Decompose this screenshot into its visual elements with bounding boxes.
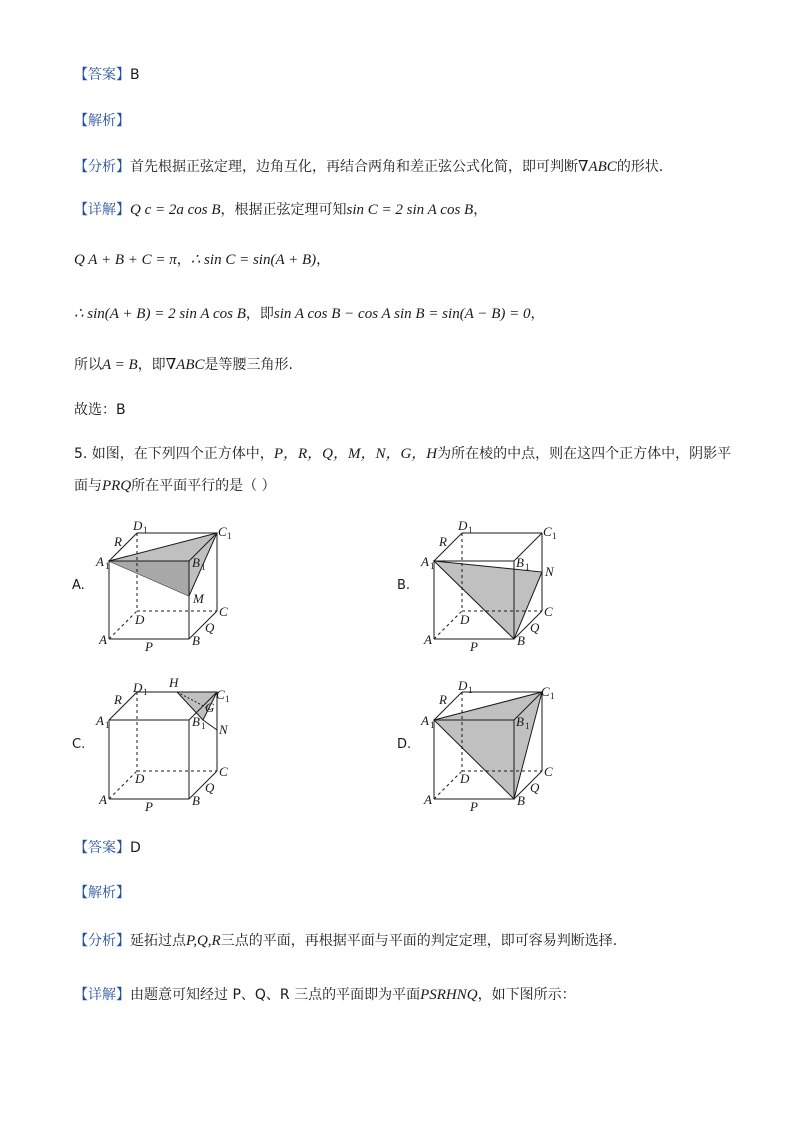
q5-text-a: 5. 如图，在下列四个正方体中， — [74, 446, 274, 462]
label-b1: B — [192, 714, 200, 729]
label-b: B — [517, 633, 525, 648]
label-d1: D — [458, 518, 468, 533]
label-b: B — [192, 793, 200, 808]
formula: ∴ sin(A + B) = 2 sin A cos B — [74, 306, 246, 322]
choose-text: 故选：B — [74, 402, 126, 418]
label-d: D — [460, 771, 470, 786]
label-d: D — [135, 612, 145, 627]
label-b: B — [517, 793, 525, 808]
text: 是等腰三角形. — [204, 357, 293, 373]
label-d: D — [460, 612, 470, 627]
sub-1: 1 — [201, 562, 206, 572]
text: ，即 — [245, 306, 274, 322]
analysis-tag: 【解析】 — [74, 885, 130, 901]
q5-var-prq: PRQ — [102, 478, 132, 494]
xiangjie-tag: 【详解】 — [74, 987, 130, 1003]
sub-1: 1 — [525, 562, 530, 572]
xiangjie-tag: 【详解】 — [74, 202, 130, 218]
label-a1: A — [96, 554, 104, 569]
label-c: C — [219, 764, 228, 779]
label-q: Q — [205, 780, 215, 795]
sub-1: 1 — [105, 561, 110, 571]
analysis-tag: 【解析】 — [74, 113, 130, 129]
label-c1: C — [543, 524, 552, 539]
text: 延拓过点 — [130, 933, 186, 949]
label-q: Q — [530, 780, 540, 795]
option-c-label: C. — [72, 737, 86, 752]
label-n: N — [219, 722, 228, 737]
label-p: P — [145, 639, 153, 654]
formula: sin C = 2 sin A cos B — [346, 202, 474, 218]
analysis-heading-2 — [74, 883, 130, 903]
formula: sin A cos B − cos A sin B = sin(A − B) = 0 — [273, 306, 531, 322]
label-c: C — [219, 604, 228, 619]
sub-1: 1 — [430, 561, 435, 571]
sub-1: 1 — [525, 721, 530, 731]
label-c: C — [544, 764, 553, 779]
label-m: M — [193, 591, 204, 606]
formula: Q A + B + C = π — [74, 252, 177, 268]
sub-1: 1 — [225, 694, 230, 704]
fenxi-tag: 【分析】 — [74, 159, 130, 175]
text: ，根据正弦定理可知 — [220, 202, 347, 218]
q5-text-d: 所在平面平行的是（ ） — [131, 478, 276, 494]
sub-1: 1 — [468, 525, 473, 535]
label-a1: A — [96, 713, 104, 728]
sub-1: 1 — [227, 531, 232, 541]
label-a1: A — [421, 554, 429, 569]
label-b1: B — [192, 555, 200, 570]
label-c1: C — [218, 524, 227, 539]
label-g: G — [205, 700, 215, 715]
label-q: Q — [530, 620, 540, 635]
q5-text-b: 为所在棱的中点，则在这四个正方体中，阴影平 — [437, 446, 732, 462]
label-r: R — [114, 534, 122, 549]
text: ，即 — [137, 357, 166, 373]
label-d1: D — [133, 680, 143, 695]
label-r: R — [439, 534, 447, 549]
sub-1: 1 — [552, 531, 557, 541]
q5-vars: P，R，Q，M，N，G，H — [273, 446, 438, 462]
label-p: P — [470, 639, 478, 654]
answer-line-2 — [74, 838, 141, 858]
fenxi-triangle: ∇ABC — [578, 159, 617, 175]
sub-1: 1 — [143, 687, 148, 697]
formula: ∴ sin C = sin(A + B) — [190, 252, 317, 268]
sub-1: 1 — [430, 720, 435, 730]
label-b: B — [192, 633, 200, 648]
formula: Q c = 2a cos B — [130, 202, 221, 218]
sub-1: 1 — [105, 720, 110, 730]
fenxi-tag: 【分析】 — [74, 933, 130, 949]
label-d1: D — [133, 518, 143, 533]
fenxi-line-2 — [74, 931, 617, 951]
label-c1: C — [216, 687, 225, 702]
label-a1: A — [421, 713, 429, 728]
sub-1: 1 — [201, 721, 206, 731]
label-r: R — [439, 692, 447, 707]
label-c: C — [544, 604, 553, 619]
answer-value: B — [130, 67, 140, 83]
label-r: R — [114, 692, 122, 707]
sub-1: 1 — [143, 525, 148, 535]
label-a: A — [424, 632, 432, 647]
text: ， — [176, 252, 191, 268]
text: ， — [473, 202, 488, 218]
option-a-label: A. — [72, 578, 85, 593]
text: 三点的平面，再根据平面与平面的判定定理，即可容易判断选择. — [220, 933, 618, 949]
formula: PSRHNQ — [420, 987, 478, 1003]
text: 由题意可知经过 P、Q、R 三点的平面即为平面 — [130, 987, 421, 1003]
xiangjie-line-2 — [74, 985, 576, 1005]
sub-1: 1 — [550, 691, 555, 701]
label-b1: B — [516, 714, 524, 729]
text: ， — [530, 306, 545, 322]
formula: ∇ABC — [165, 357, 205, 373]
label-d1: D — [458, 678, 468, 693]
answer-value: D — [130, 840, 141, 856]
option-d-label: D. — [397, 737, 412, 752]
label-c1: C — [541, 684, 550, 699]
answer-tag: 【答案】 — [74, 67, 130, 83]
label-a: A — [99, 632, 107, 647]
option-b-label: B. — [397, 578, 411, 593]
answer-tag: 【答案】 — [74, 840, 130, 856]
q5-text-c: 面与 — [74, 478, 102, 494]
fenxi-text-1: 首先根据正弦定理，边角互化，再结合两角和差正弦公式化简，即可判断 — [130, 159, 578, 175]
label-p: P — [470, 799, 478, 814]
sub-1: 1 — [468, 685, 473, 695]
text: 所以 — [74, 357, 102, 373]
label-q: Q — [205, 620, 215, 635]
fenxi-text-2: 的形状. — [616, 159, 664, 175]
label-p: P — [145, 799, 153, 814]
label-n: N — [545, 564, 554, 579]
text: ， — [316, 252, 331, 268]
text: ，如下图所示： — [477, 987, 576, 1003]
label-d: D — [135, 771, 145, 786]
label-a: A — [99, 792, 107, 807]
label-a: A — [424, 792, 432, 807]
label-h: H — [169, 675, 179, 690]
formula: A = B — [102, 357, 138, 373]
formula: P,Q,R — [186, 933, 221, 949]
label-b1: B — [516, 555, 524, 570]
